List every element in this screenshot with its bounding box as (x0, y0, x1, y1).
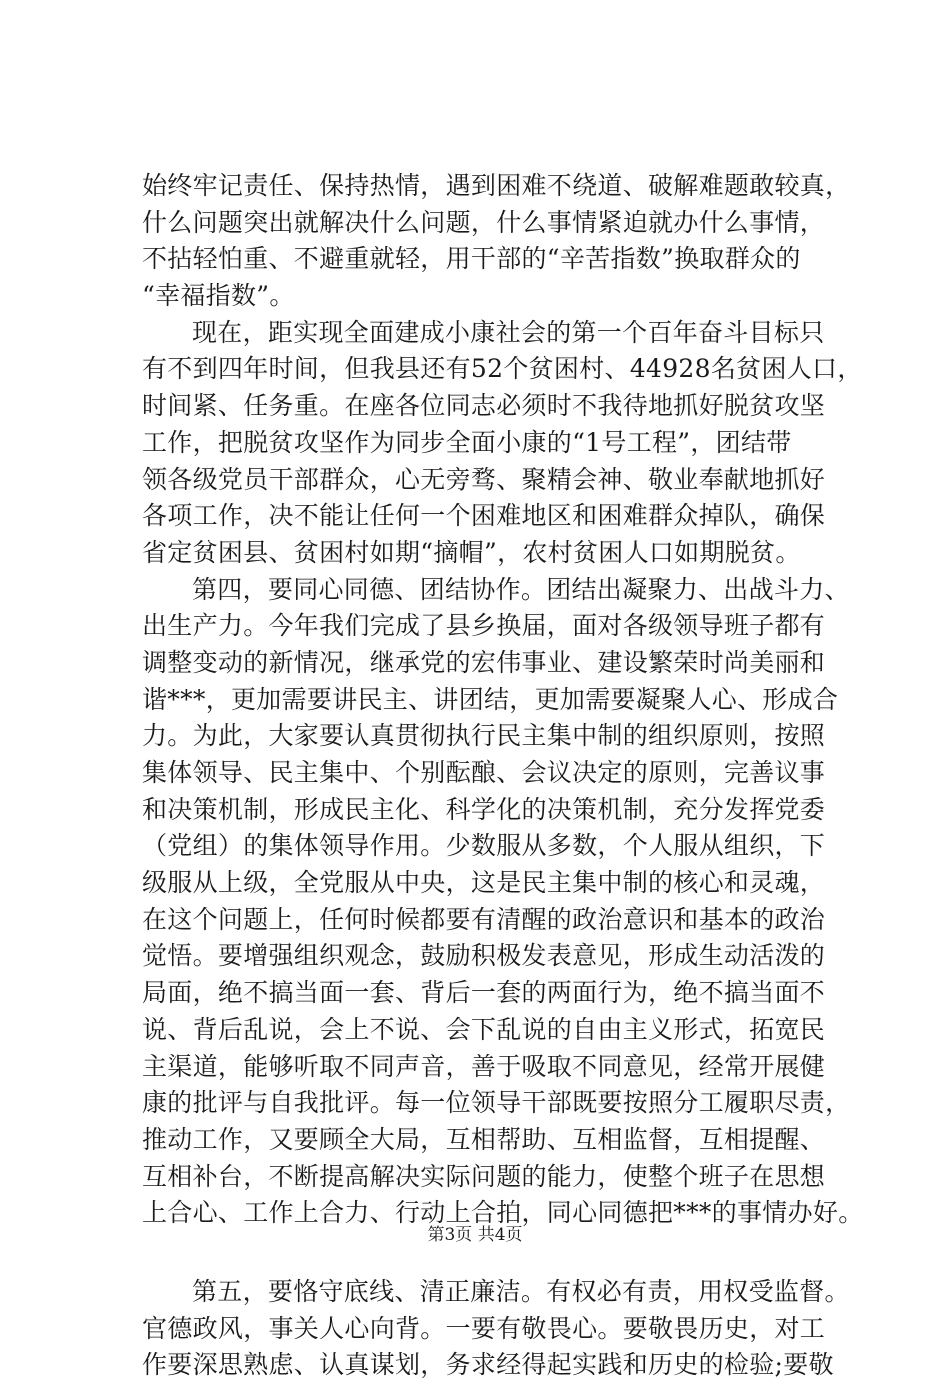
text-line: 级服从上级，全党服从中央，这是民主集中制的核心和灵魂， (142, 868, 826, 898)
text-line: 集体领导、民主集中、个别酝酿、会议决定的原则，完善议事 (142, 758, 826, 787)
text-line: 在这个问题上，任何时候都要有清醒的政治意识和基本的政治 (142, 904, 826, 934)
text-line: 官德政风，事关人心向背。一要有敬畏心。要敬畏历史，对工 (142, 1313, 826, 1343)
paragraph (142, 1274, 852, 1384)
text-line: 工作，把脱贫攻坚作为同步全面小康的“1号工程”，团结带 (142, 427, 792, 457)
text-line: 上合心、工作上合力、行动上合拍，同心同德把***的事情办好。 (142, 1198, 864, 1228)
text-line: 领各级党员干部群众，心无旁骛、聚精会神、敬业奉献地抓好 (142, 464, 826, 494)
page-number-label: 第3页 共4页 (427, 1225, 523, 1245)
text-line: 第五，要恪守底线、清正廉洁。有权必有责，用权受监督。 (192, 1276, 850, 1306)
document-body (142, 168, 864, 1384)
text-line: 推动工作，又要顾全大局，互相帮助、互相监督，互相提醒、 (142, 1124, 826, 1154)
text-line: 省定贫困县、贫困村如期“摘帽”，农村贫困人口如期脱贫。 (142, 537, 801, 567)
text-line: 觉悟。要增强组织观念，鼓励积极发表意见，形成生动活泼的 (142, 941, 826, 971)
text-line: 有不到四年时间，但我县还有52个贫困村、44928名贫困人口， (142, 354, 863, 384)
text-line: 互相补台，不断提高解决实际问题的能力，使整个班子在思想 (142, 1161, 826, 1191)
text-line: 调整变动的新情况，继承党的宏伟事业、建设繁荣时尚美丽和 (142, 647, 826, 677)
text-line: 第四，要同心同德、团结协作。团结出凝聚力、出战斗力、 (192, 574, 850, 604)
page-footer (0, 1224, 950, 1246)
text-line: 主渠道，能够听取不同声音，善于吸取不同意见，经常开展健 (142, 1051, 826, 1081)
text-line: 说、背后乱说，会上不说、会下乱说的自由主义形式，拓宽民 (142, 1014, 826, 1044)
text-line: （党组）的集体领导作用。少数服从多数，个人服从组织，下 (142, 831, 826, 861)
text-line: 出生产力。今年我们完成了县乡换届，面对各级领导班子都有 (142, 611, 826, 641)
text-line: 时间紧、任务重。在座各位同志必须时不我待地抓好脱贫攻坚 (142, 391, 826, 421)
text-line: 力。为此，大家要认真贯彻执行民主集中制的组织原则，按照 (142, 721, 826, 751)
text-line: 各项工作，决不能让任何一个困难地区和困难群众掉队，确保 (142, 501, 826, 531)
text-line: 康的批评与自我批评。每一位领导干部既要按照分工履职尽责， (142, 1088, 851, 1118)
text-line: 什么问题突出就解决什么问题，什么事情紧迫就办什么事情， (142, 207, 826, 237)
text-line: 谐***，更加需要讲民主、讲团结，更加需要凝聚人心、形成合 (142, 684, 839, 714)
paragraph (142, 168, 852, 315)
text-line: 和决策机制，形成民主化、科学化的决策机制，充分发挥党委 (142, 794, 826, 824)
text-line: “幸福指数”。 (142, 281, 295, 311)
paragraph (142, 315, 863, 572)
text-line: 作要深思熟虑、认真谋划，务求经得起实践和历史的检验;要敬 (142, 1350, 834, 1380)
text-line: 始终牢记责任、保持热情，遇到困难不绕道、破解难题敢较真， (142, 171, 851, 200)
text-line: 局面，绝不搞当面一套、背后一套的两面行为，绝不搞当面不 (142, 978, 826, 1008)
text-line: 不拈轻怕重、不避重就轻，用干部的“辛苦指数”换取群众的 (142, 244, 801, 274)
text-line: 现在，距实现全面建成小康社会的第一个百年奋斗目标只 (192, 317, 825, 347)
paragraph (142, 572, 864, 1232)
